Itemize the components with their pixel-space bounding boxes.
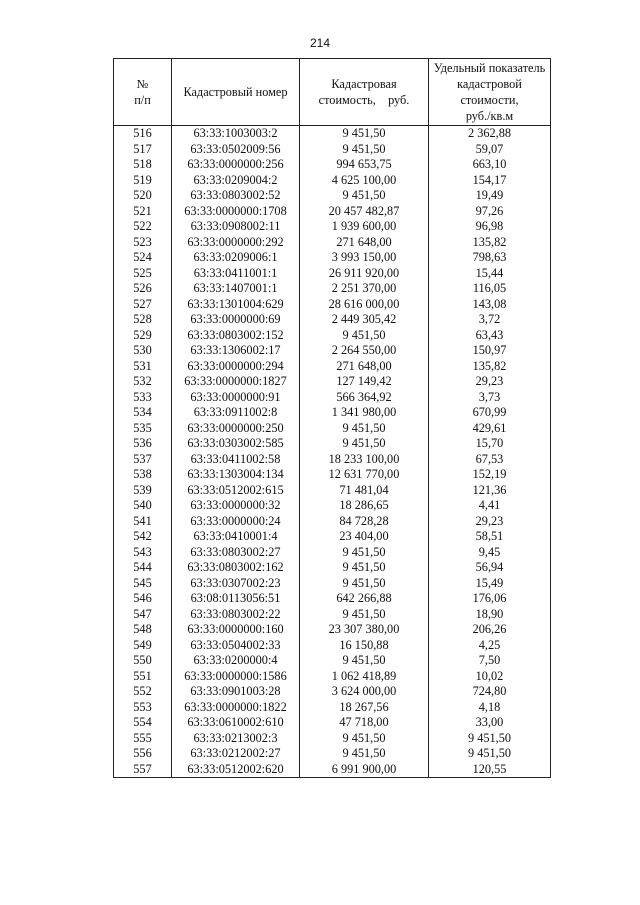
cadastral-number-cell: 63:33:0200000:4 [172,653,300,669]
specific-indicator-cell: 9 451,50 [429,746,551,762]
cadastral-value-cell: 9 451,50 [300,731,429,747]
cadastral-value-cell: 9 451,50 [300,328,429,344]
row-number-cell: 516 [114,126,172,142]
specific-indicator-cell: 3,72 [429,312,551,328]
table-row [114,591,551,607]
specific-indicator-cell: 4,25 [429,638,551,654]
specific-indicator-cell: 9 451,50 [429,731,551,747]
row-number-cell: 517 [114,142,172,158]
cadastral-number-cell: 63:33:0803002:152 [172,328,300,344]
table-row [114,328,551,344]
row-number-cell: 522 [114,219,172,235]
row-number-cell: 533 [114,390,172,406]
header-specific-indicator-line-2: кадастровой [457,77,522,91]
specific-indicator-cell: 429,61 [429,421,551,437]
specific-indicator-cell: 2 362,88 [429,126,551,142]
row-number-cell: 528 [114,312,172,328]
cadastral-number-cell: 63:33:0000000:1708 [172,204,300,220]
table-row [114,622,551,638]
cadastral-number-cell: 63:33:0512002:615 [172,483,300,499]
specific-indicator-cell: 135,82 [429,359,551,375]
table-row [114,576,551,592]
cadastral-number-cell: 63:33:0908002:11 [172,219,300,235]
cadastral-number-cell: 63:33:0000000:24 [172,514,300,530]
specific-indicator-cell: 18,90 [429,607,551,623]
table-row [114,715,551,731]
specific-indicator-cell: 154,17 [429,173,551,189]
specific-indicator-cell: 120,55 [429,762,551,778]
specific-indicator-cell: 33,00 [429,715,551,731]
cadastral-table [113,58,551,778]
specific-indicator-cell: 10,02 [429,669,551,685]
row-number-cell: 545 [114,576,172,592]
cadastral-number-cell: 63:33:0803002:162 [172,560,300,576]
cadastral-number-cell: 63:33:0000000:256 [172,157,300,173]
specific-indicator-cell: 150,97 [429,343,551,359]
row-number-cell: 523 [114,235,172,251]
cadastral-value-cell: 47 718,00 [300,715,429,731]
specific-indicator-cell: 4,18 [429,700,551,716]
specific-indicator-cell: 670,99 [429,405,551,421]
cadastral-value-cell: 9 451,50 [300,126,429,142]
table-row [114,188,551,204]
table-row [114,142,551,158]
table-row [114,390,551,406]
row-number-cell: 552 [114,684,172,700]
table-row [114,235,551,251]
specific-indicator-cell: 29,23 [429,514,551,530]
header-specific-indicator-line-3: стоимости, [460,93,519,107]
cadastral-number-cell: 63:33:0610002:610 [172,715,300,731]
cadastral-value-cell: 71 481,04 [300,483,429,499]
cadastral-number-cell: 63:33:0000000:1586 [172,669,300,685]
table-row [114,452,551,468]
table-row [114,219,551,235]
cadastral-value-cell: 1 341 980,00 [300,405,429,421]
cadastral-number-cell: 63:33:1303004:134 [172,467,300,483]
header-number-line-1: № [136,77,149,91]
cadastral-number-cell: 63:33:0000000:160 [172,622,300,638]
table-row [114,173,551,189]
row-number-cell: 554 [114,715,172,731]
row-number-cell: 556 [114,746,172,762]
table-row [114,359,551,375]
row-number-cell: 546 [114,591,172,607]
row-number-cell: 532 [114,374,172,390]
header-cadastral-number [172,59,300,126]
cadastral-value-cell: 3 993 150,00 [300,250,429,266]
specific-indicator-cell: 15,49 [429,576,551,592]
table-row [114,374,551,390]
table-row [114,653,551,669]
cadastral-value-cell: 1 939 600,00 [300,219,429,235]
cadastral-number-cell: 63:33:1306002:17 [172,343,300,359]
header-cadastral-number-line-1: Кадастровый номер [183,85,288,99]
table-row [114,297,551,313]
cadastral-number-cell: 63:33:1003003:2 [172,126,300,142]
cadastral-value-cell: 84 728,28 [300,514,429,530]
cadastral-number-cell: 63:33:0000000:292 [172,235,300,251]
row-number-cell: 555 [114,731,172,747]
cadastral-number-cell: 63:33:0803002:22 [172,607,300,623]
row-number-cell: 557 [114,762,172,778]
cadastral-value-cell: 6 991 900,00 [300,762,429,778]
row-number-cell: 534 [114,405,172,421]
table-row [114,467,551,483]
cadastral-number-cell: 63:33:0307002:23 [172,576,300,592]
row-number-cell: 550 [114,653,172,669]
cadastral-number-cell: 63:33:0000000:250 [172,421,300,437]
row-number-cell: 525 [114,266,172,282]
specific-indicator-cell: 29,23 [429,374,551,390]
row-number-cell: 543 [114,545,172,561]
cadastral-number-cell: 63:33:0000000:294 [172,359,300,375]
table-row [114,405,551,421]
cadastral-number-cell: 63:33:0410001:4 [172,529,300,545]
table-row [114,343,551,359]
header-specific-indicator [429,59,551,126]
cadastral-value-cell: 4 625 100,00 [300,173,429,189]
specific-indicator-cell: 724,80 [429,684,551,700]
specific-indicator-cell: 7,50 [429,653,551,669]
table-row [114,436,551,452]
header-row [114,59,551,126]
cadastral-number-cell: 63:33:0209006:1 [172,250,300,266]
row-number-cell: 529 [114,328,172,344]
cadastral-value-cell: 3 624 000,00 [300,684,429,700]
cadastral-value-cell: 566 364,92 [300,390,429,406]
row-number-cell: 542 [114,529,172,545]
row-number-cell: 540 [114,498,172,514]
cadastral-value-cell: 26 911 920,00 [300,266,429,282]
cadastral-value-cell: 2 449 305,42 [300,312,429,328]
cadastral-value-cell: 28 616 000,00 [300,297,429,313]
specific-indicator-cell: 4,41 [429,498,551,514]
cadastral-value-cell: 9 451,50 [300,436,429,452]
specific-indicator-cell: 143,08 [429,297,551,313]
cadastral-value-cell: 18 267,56 [300,700,429,716]
cadastral-value-cell: 9 451,50 [300,653,429,669]
header-cadastral-value [300,59,429,126]
row-number-cell: 530 [114,343,172,359]
cadastral-number-cell: 63:33:0502009:56 [172,142,300,158]
table-row [114,126,551,142]
row-number-cell: 548 [114,622,172,638]
cadastral-value-cell: 12 631 770,00 [300,467,429,483]
cadastral-value-cell: 23 404,00 [300,529,429,545]
cadastral-value-cell: 16 150,88 [300,638,429,654]
table-row [114,312,551,328]
cadastral-number-cell: 63:33:0911002:8 [172,405,300,421]
header-number [114,59,172,126]
cadastral-value-cell: 1 062 418,89 [300,669,429,685]
row-number-cell: 526 [114,281,172,297]
specific-indicator-cell: 176,06 [429,591,551,607]
row-number-cell: 520 [114,188,172,204]
row-number-cell: 549 [114,638,172,654]
row-number-cell: 547 [114,607,172,623]
row-number-cell: 527 [114,297,172,313]
table-row [114,638,551,654]
cadastral-value-cell: 9 451,50 [300,746,429,762]
cadastral-value-cell: 18 286,65 [300,498,429,514]
cadastral-number-cell: 63:33:0212002:27 [172,746,300,762]
specific-indicator-cell: 135,82 [429,235,551,251]
specific-indicator-cell: 121,36 [429,483,551,499]
table-row [114,607,551,623]
specific-indicator-cell: 9,45 [429,545,551,561]
cadastral-value-cell: 271 648,00 [300,359,429,375]
specific-indicator-cell: 56,94 [429,560,551,576]
row-number-cell: 539 [114,483,172,499]
cadastral-number-cell: 63:33:0411001:1 [172,266,300,282]
row-number-cell: 521 [114,204,172,220]
cadastral-value-cell: 18 233 100,00 [300,452,429,468]
row-number-cell: 541 [114,514,172,530]
page-number: 214 [309,36,331,50]
specific-indicator-cell: 15,70 [429,436,551,452]
header-number-line-2: п/п [134,93,151,107]
table-row [114,281,551,297]
cadastral-number-cell: 63:33:0209004:2 [172,173,300,189]
table-row [114,545,551,561]
row-number-cell: 544 [114,560,172,576]
specific-indicator-cell: 3,73 [429,390,551,406]
cadastral-value-cell: 127 149,42 [300,374,429,390]
table-row [114,204,551,220]
row-number-cell: 551 [114,669,172,685]
cadastral-value-cell: 9 451,50 [300,607,429,623]
specific-indicator-cell: 63,43 [429,328,551,344]
row-number-cell: 536 [114,436,172,452]
table-row [114,498,551,514]
specific-indicator-cell: 116,05 [429,281,551,297]
table-body [114,126,551,778]
cadastral-value-cell: 9 451,50 [300,576,429,592]
cadastral-number-cell: 63:33:1407001:1 [172,281,300,297]
specific-indicator-cell: 96,98 [429,219,551,235]
cadastral-value-cell: 9 451,50 [300,421,429,437]
row-number-cell: 538 [114,467,172,483]
specific-indicator-cell: 59,07 [429,142,551,158]
row-number-cell: 519 [114,173,172,189]
header-specific-indicator-line-1: Удельный показатель [433,61,546,75]
cadastral-value-cell: 271 648,00 [300,235,429,251]
table-row [114,669,551,685]
row-number-cell: 535 [114,421,172,437]
specific-indicator-cell: 67,53 [429,452,551,468]
table-row [114,421,551,437]
cadastral-number-cell: 63:33:0504002:33 [172,638,300,654]
cadastral-number-cell: 63:33:0000000:32 [172,498,300,514]
cadastral-value-cell: 9 451,50 [300,545,429,561]
header-cadastral-value-line-2: стоимость, руб. [318,93,410,107]
table-row [114,684,551,700]
cadastral-value-cell: 20 457 482,87 [300,204,429,220]
specific-indicator-cell: 152,19 [429,467,551,483]
cadastral-value-cell: 642 266,88 [300,591,429,607]
specific-indicator-cell: 206,26 [429,622,551,638]
cadastral-number-cell: 63:33:0901003:28 [172,684,300,700]
cadastral-value-cell: 994 653,75 [300,157,429,173]
table-row [114,731,551,747]
cadastral-value-cell: 23 307 380,00 [300,622,429,638]
specific-indicator-cell: 97,26 [429,204,551,220]
header-specific-indicator-line-4: руб./кв.м [465,109,514,123]
cadastral-number-cell: 63:33:0303002:585 [172,436,300,452]
table-row [114,700,551,716]
cadastral-number-cell: 63:33:0213002:3 [172,731,300,747]
specific-indicator-cell: 15,44 [429,266,551,282]
cadastral-number-cell: 63:33:0411002:58 [172,452,300,468]
table-row [114,250,551,266]
cadastral-number-cell: 63:33:0803002:52 [172,188,300,204]
cadastral-number-cell: 63:08:0113056:51 [172,591,300,607]
table-row [114,746,551,762]
cadastral-number-cell: 63:33:0803002:27 [172,545,300,561]
specific-indicator-cell: 663,10 [429,157,551,173]
row-number-cell: 531 [114,359,172,375]
table-row [114,483,551,499]
cadastral-number-cell: 63:33:0000000:91 [172,390,300,406]
specific-indicator-cell: 798,63 [429,250,551,266]
table-row [114,514,551,530]
cadastral-number-cell: 63:33:0000000:69 [172,312,300,328]
table-row [114,762,551,778]
cadastral-number-cell: 63:33:1301004:629 [172,297,300,313]
table-row [114,157,551,173]
specific-indicator-cell: 58,51 [429,529,551,545]
table-row [114,266,551,282]
row-number-cell: 524 [114,250,172,266]
table-header [114,59,551,126]
cadastral-number-cell: 63:33:0000000:1827 [172,374,300,390]
row-number-cell: 537 [114,452,172,468]
row-number-cell: 553 [114,700,172,716]
cadastral-value-cell: 9 451,50 [300,188,429,204]
cadastral-value-cell: 2 251 370,00 [300,281,429,297]
table-row [114,560,551,576]
cadastral-value-cell: 2 264 550,00 [300,343,429,359]
row-number-cell: 518 [114,157,172,173]
cadastral-number-cell: 63:33:0512002:620 [172,762,300,778]
cadastral-value-cell: 9 451,50 [300,560,429,576]
header-cadastral-value-line-1: Кадастровая [331,77,397,91]
table-row [114,529,551,545]
cadastral-value-cell: 9 451,50 [300,142,429,158]
cadastral-number-cell: 63:33:0000000:1822 [172,700,300,716]
specific-indicator-cell: 19,49 [429,188,551,204]
